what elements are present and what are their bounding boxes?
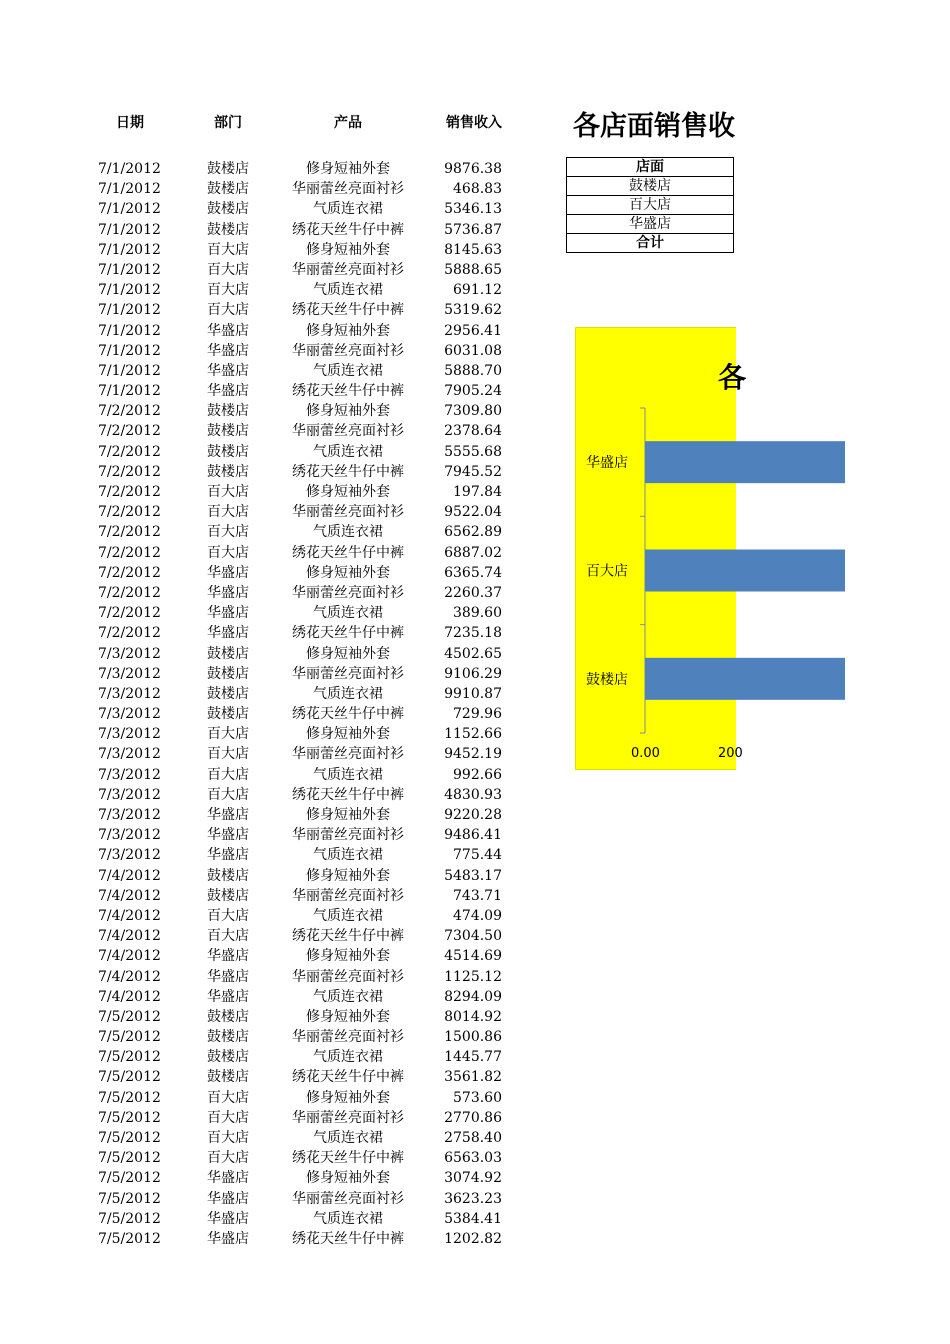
cell-date: 7/4/2012 [98,988,161,1005]
cell-date: 7/1/2012 [98,302,161,319]
cell-dept: 百大店 [207,746,249,763]
cell-revenue: 1202.82 [444,1230,502,1247]
table-row [0,987,540,1007]
table-row [0,1229,540,1249]
cell-product: 华丽蕾丝亮面衬衫 [292,665,404,682]
cell-date: 7/5/2012 [98,1049,161,1066]
cell-product: 修身短袖外套 [306,807,390,823]
cell-date: 7/2/2012 [98,605,161,622]
cell-date: 7/1/2012 [98,181,161,198]
cell-product: 华丽蕾丝亮面衬衫 [292,1029,404,1046]
cell-date: 7/4/2012 [98,867,161,884]
cell-product: 华丽蕾丝亮面衬衫 [292,746,404,763]
cell-date: 7/3/2012 [98,746,161,763]
table-row [0,179,540,199]
cell-revenue: 1152.66 [444,726,502,743]
cell-revenue: 5888.65 [444,261,502,278]
table-row [0,825,540,845]
cell-product: 华丽蕾丝亮面衬衫 [292,887,404,904]
cell-date: 7/1/2012 [98,322,161,339]
cell-revenue: 5384.41 [444,1210,502,1227]
cell-revenue: 5888.70 [444,362,502,379]
cell-dept: 华盛店 [207,1210,249,1227]
table-row [0,886,540,906]
table-row [0,603,540,623]
cell-dept: 华盛店 [207,847,249,864]
cell-dept: 华盛店 [207,1190,249,1207]
cell-dept: 华盛店 [207,625,249,642]
table-row [0,361,540,381]
cell-dept: 百大店 [207,261,249,278]
cell-revenue: 1500.86 [444,1029,502,1046]
cell-product: 气质连衣裙 [313,282,383,299]
cell-product: 绣花天丝牛仔中裤 [292,544,404,561]
cell-dept: 鼓楼店 [207,665,249,682]
cell-date: 7/1/2012 [98,241,161,258]
cell-revenue: 9452.19 [444,746,502,763]
cell-product: 修身短袖外套 [306,1170,390,1187]
cell-revenue: 4502.65 [444,645,502,662]
cell-dept: 鼓楼店 [207,463,249,480]
table-row [0,866,540,886]
summary-store: 鼓楼店 [567,177,734,196]
summary-store: 百大店 [567,196,734,215]
table-row [0,785,540,805]
cell-revenue: 5346.13 [444,201,502,218]
cell-date: 7/2/2012 [98,504,161,521]
table-row [0,1189,540,1209]
cell-revenue: 5483.17 [444,867,502,884]
cell-revenue: 9910.87 [444,685,502,702]
table-row [0,967,540,987]
cell-dept: 百大店 [207,1130,249,1146]
cell-product: 绣花天丝牛仔中裤 [292,1069,404,1086]
cell-revenue: 6887.02 [444,544,502,561]
cell-dept: 华盛店 [207,988,249,1005]
cell-dept: 华盛店 [207,1170,249,1187]
cell-dept: 百大店 [207,928,249,945]
table-row [0,159,540,179]
cell-dept: 鼓楼店 [207,1029,249,1046]
cell-product: 气质连衣裙 [313,847,383,864]
cell-date: 7/3/2012 [98,706,161,723]
cell-product: 气质连衣裙 [313,201,383,218]
table-row [0,704,540,724]
summary-total: 合计 [567,234,734,253]
cell-date: 7/4/2012 [98,907,161,924]
cell-revenue: 8014.92 [444,1008,502,1025]
table-row [0,462,540,482]
cell-dept: 百大店 [207,726,249,743]
cell-revenue: 691.12 [453,282,502,299]
table-row [0,482,540,502]
table-row [0,1168,540,1188]
cell-revenue: 9106.29 [444,665,502,682]
cell-dept: 百大店 [207,524,249,541]
table-row [0,765,540,785]
cell-revenue: 2956.41 [444,322,502,339]
cell-revenue: 3561.82 [444,1069,502,1086]
cell-dept: 鼓楼店 [207,423,249,440]
cell-dept: 鼓楼店 [207,181,249,198]
cell-dept: 华盛店 [207,383,249,400]
table-row [0,1067,540,1087]
cell-date: 7/2/2012 [98,564,161,581]
cell-revenue: 992.66 [453,766,502,783]
cell-revenue: 7905.24 [444,383,502,400]
cell-product: 修身短袖外套 [306,403,390,420]
cell-dept: 鼓楼店 [207,887,249,904]
cell-dept: 华盛店 [207,968,249,985]
cell-revenue: 2770.86 [444,1109,502,1126]
cell-product: 修身短袖外套 [306,322,390,339]
cell-product: 华丽蕾丝亮面衬衫 [292,1190,404,1207]
cell-product: 绣花天丝牛仔中裤 [292,625,404,642]
cell-product: 气质连衣裙 [313,605,383,622]
table-row [0,220,540,240]
cell-date: 7/2/2012 [98,423,161,440]
cell-revenue: 743.71 [453,887,502,904]
cell-revenue: 5736.87 [444,221,502,238]
cell-revenue: 474.09 [453,907,502,924]
cell-product: 修身短袖外套 [306,161,390,177]
table-row [0,341,540,361]
cell-product: 绣花天丝牛仔中裤 [292,786,404,803]
cell-date: 7/2/2012 [98,403,161,420]
cell-product: 修身短袖外套 [306,484,390,500]
bar-1 [645,550,845,592]
data-table [0,159,540,1249]
table-row [0,1148,540,1168]
table-row [0,300,540,320]
cell-product: 绣花天丝牛仔中裤 [292,1230,404,1247]
cell-revenue: 6562.89 [444,524,502,541]
cell-product: 气质连衣裙 [313,362,383,379]
cell-dept: 鼓楼店 [207,1069,249,1086]
table-row [0,1047,540,1067]
cell-dept: 百大店 [207,766,249,783]
cell-dept: 鼓楼店 [207,645,249,662]
cell-product: 修身短袖外套 [306,867,390,884]
cell-dept: 鼓楼店 [207,443,249,460]
cell-product: 气质连衣裙 [313,1049,383,1066]
cell-revenue: 468.83 [453,181,502,198]
cell-dept: 百大店 [207,1089,249,1106]
cell-revenue: 7309.80 [444,403,502,420]
cell-dept: 鼓楼店 [207,403,249,420]
cell-product: 气质连衣裙 [313,988,383,1005]
category-label: 百大店 [586,563,628,580]
cell-date: 7/3/2012 [98,847,161,864]
cell-revenue: 389.60 [453,605,502,622]
cell-product: 华丽蕾丝亮面衬衫 [292,181,404,198]
cell-date: 7/1/2012 [98,221,161,238]
table-row [0,744,540,764]
summary-table [566,157,734,253]
table-row [0,421,540,441]
cell-dept: 华盛店 [207,322,249,339]
cell-date: 7/4/2012 [98,968,161,985]
cell-revenue: 4514.69 [444,948,502,965]
cell-date: 7/3/2012 [98,685,161,702]
cell-product: 华丽蕾丝亮面衬衫 [292,342,404,359]
table-row [0,543,540,563]
chart-area[interactable] [575,327,747,770]
table-row [0,906,540,926]
table-row [0,664,540,684]
table-row [0,583,540,603]
cell-date: 7/5/2012 [98,1029,161,1046]
cell-product: 气质连衣裙 [313,907,383,924]
x-tick-label: 0.00 [631,746,660,761]
cell-product: 气质连衣裙 [313,766,383,783]
cell-product: 华丽蕾丝亮面衬衫 [292,968,404,985]
cell-product: 华丽蕾丝亮面衬衫 [292,827,404,844]
cell-revenue: 4830.93 [444,786,502,803]
cell-date: 7/2/2012 [98,544,161,561]
cell-product: 气质连衣裙 [313,685,383,702]
bar-2 [645,658,845,700]
cell-revenue: 573.60 [453,1089,502,1106]
cell-revenue: 9486.41 [444,827,502,844]
cell-dept: 鼓楼店 [207,221,249,238]
cell-date: 7/1/2012 [98,261,161,278]
cell-revenue: 2378.64 [444,423,502,440]
cell-dept: 华盛店 [207,807,249,823]
cell-date: 7/4/2012 [98,948,161,965]
header-revenue: 销售收入 [446,115,502,131]
table-row [0,199,540,219]
cell-revenue: 197.84 [453,484,502,500]
cell-revenue: 1125.12 [444,968,502,985]
table-row [0,563,540,583]
cell-product: 修身短袖外套 [306,645,390,662]
cell-revenue: 5555.68 [444,443,502,460]
cell-dept: 华盛店 [207,362,249,379]
cell-revenue: 9876.38 [444,161,502,177]
summary-title: 各店面销售收 [573,111,735,142]
cell-date: 7/1/2012 [98,161,161,177]
chart-title: 各 [718,361,747,394]
cell-date: 7/3/2012 [98,786,161,803]
cell-date: 7/1/2012 [98,282,161,299]
table-row [0,724,540,744]
cell-product: 华丽蕾丝亮面衬衫 [292,261,404,278]
cell-revenue: 6563.03 [444,1150,502,1167]
cell-revenue: 2260.37 [444,584,502,601]
cell-product: 绣花天丝牛仔中裤 [292,928,404,945]
x-tick-label: 200 [718,746,743,761]
cell-date: 7/4/2012 [98,928,161,945]
cell-dept: 华盛店 [207,1230,249,1247]
cell-date: 7/1/2012 [98,362,161,379]
cell-dept: 百大店 [207,302,249,319]
cell-date: 7/5/2012 [98,1210,161,1227]
cell-dept: 鼓楼店 [207,867,249,884]
table-row [0,1108,540,1128]
cell-product: 修身短袖外套 [306,1008,390,1025]
cell-revenue: 5319.62 [444,302,502,319]
table-row [0,321,540,341]
cell-dept: 百大店 [207,1109,249,1126]
cell-product: 绣花天丝牛仔中裤 [292,383,404,400]
table-row [0,1209,540,1229]
cell-product: 华丽蕾丝亮面衬衫 [292,584,404,601]
cell-dept: 鼓楼店 [207,1008,249,1025]
cell-dept: 百大店 [207,1150,249,1167]
cell-date: 7/3/2012 [98,766,161,783]
table-row [0,1027,540,1047]
cell-date: 7/5/2012 [98,1190,161,1207]
header-date: 日期 [116,115,144,131]
cell-dept: 鼓楼店 [207,161,249,177]
table-row [0,1128,540,1148]
table-row [0,401,540,421]
table-row [0,926,540,946]
table-row [0,1088,540,1108]
cell-date: 7/2/2012 [98,484,161,500]
category-label: 华盛店 [586,455,628,472]
cell-date: 7/4/2012 [98,887,161,904]
table-row [0,381,540,401]
cell-product: 修身短袖外套 [306,241,390,258]
cell-revenue: 9220.28 [444,807,502,823]
cell-date: 7/3/2012 [98,645,161,662]
cell-date: 7/5/2012 [98,1130,161,1146]
header-product: 产品 [334,115,362,131]
table-row [0,623,540,643]
cell-dept: 鼓楼店 [207,706,249,723]
cell-dept: 鼓楼店 [207,1049,249,1066]
summary-header: 店面 [567,158,734,177]
table-row [0,1007,540,1027]
cell-date: 7/2/2012 [98,524,161,541]
cell-date: 7/2/2012 [98,625,161,642]
bar-chart [576,328,743,769]
cell-revenue: 9522.04 [444,504,502,521]
cell-dept: 华盛店 [207,342,249,359]
cell-date: 7/5/2012 [98,1069,161,1086]
cell-revenue: 775.44 [453,847,502,864]
cell-product: 修身短袖外套 [306,564,390,581]
cell-dept: 华盛店 [207,605,249,622]
cell-revenue: 8145.63 [444,241,502,258]
cell-dept: 百大店 [207,544,249,561]
table-row [0,644,540,664]
cell-revenue: 7235.18 [444,625,502,642]
cell-product: 绣花天丝牛仔中裤 [292,463,404,480]
cell-revenue: 3074.92 [444,1170,502,1187]
cell-product: 华丽蕾丝亮面衬衫 [292,423,404,440]
cell-revenue: 7945.52 [444,463,502,480]
cell-date: 7/3/2012 [98,665,161,682]
header-dept: 部门 [214,115,242,131]
cell-product: 华丽蕾丝亮面衬衫 [292,504,404,521]
cell-revenue: 6031.08 [444,342,502,359]
cell-dept: 百大店 [207,241,249,258]
cell-date: 7/5/2012 [98,1109,161,1126]
cell-revenue: 729.96 [453,706,502,723]
cell-dept: 百大店 [207,907,249,924]
cell-product: 气质连衣裙 [313,1210,383,1227]
cell-date: 7/3/2012 [98,827,161,844]
cell-dept: 百大店 [207,504,249,521]
cell-dept: 百大店 [207,282,249,299]
cell-dept: 百大店 [207,786,249,803]
cell-revenue: 8294.09 [444,988,502,1005]
cell-date: 7/5/2012 [98,1170,161,1187]
cell-date: 7/2/2012 [98,443,161,460]
bar-0 [645,441,845,483]
cell-product: 绣花天丝牛仔中裤 [292,221,404,238]
table-row [0,845,540,865]
cell-date: 7/3/2012 [98,726,161,743]
cell-date: 7/2/2012 [98,584,161,601]
cell-date: 7/5/2012 [98,1008,161,1025]
category-label: 鼓楼店 [586,671,628,688]
cell-product: 绣花天丝牛仔中裤 [292,706,404,723]
cell-dept: 华盛店 [207,584,249,601]
cell-product: 气质连衣裙 [313,524,383,541]
cell-revenue: 1445.77 [444,1049,502,1066]
cell-revenue: 2758.40 [444,1130,502,1146]
cell-revenue: 3623.23 [444,1190,502,1207]
cell-date: 7/3/2012 [98,807,161,823]
cell-date: 7/1/2012 [98,383,161,400]
table-row [0,280,540,300]
table-row [0,805,540,825]
cell-dept: 鼓楼店 [207,685,249,702]
cell-product: 修身短袖外套 [306,948,390,965]
cell-product: 气质连衣裙 [313,1130,383,1146]
cell-revenue: 7304.50 [444,928,502,945]
cell-date: 7/5/2012 [98,1089,161,1106]
cell-product: 气质连衣裙 [313,443,383,460]
summary-store: 华盛店 [567,215,734,234]
table-row [0,946,540,966]
cell-dept: 鼓楼店 [207,201,249,218]
cell-product: 华丽蕾丝亮面衬衫 [292,1109,404,1126]
cell-product: 绣花天丝牛仔中裤 [292,302,404,319]
table-row [0,442,540,462]
cell-dept: 华盛店 [207,827,249,844]
cell-dept: 百大店 [207,484,249,500]
cell-product: 修身短袖外套 [306,1089,390,1106]
cell-date: 7/1/2012 [98,201,161,218]
table-row [0,260,540,280]
table-row [0,502,540,522]
cell-date: 7/5/2012 [98,1230,161,1247]
cell-product: 绣花天丝牛仔中裤 [292,1150,404,1167]
cell-dept: 华盛店 [207,948,249,965]
cell-date: 7/1/2012 [98,342,161,359]
table-row [0,240,540,260]
table-row [0,522,540,542]
table-row [0,684,540,704]
cell-date: 7/5/2012 [98,1150,161,1167]
cell-product: 修身短袖外套 [306,726,390,743]
cell-revenue: 6365.74 [444,564,502,581]
cell-dept: 华盛店 [207,564,249,581]
cell-date: 7/2/2012 [98,463,161,480]
